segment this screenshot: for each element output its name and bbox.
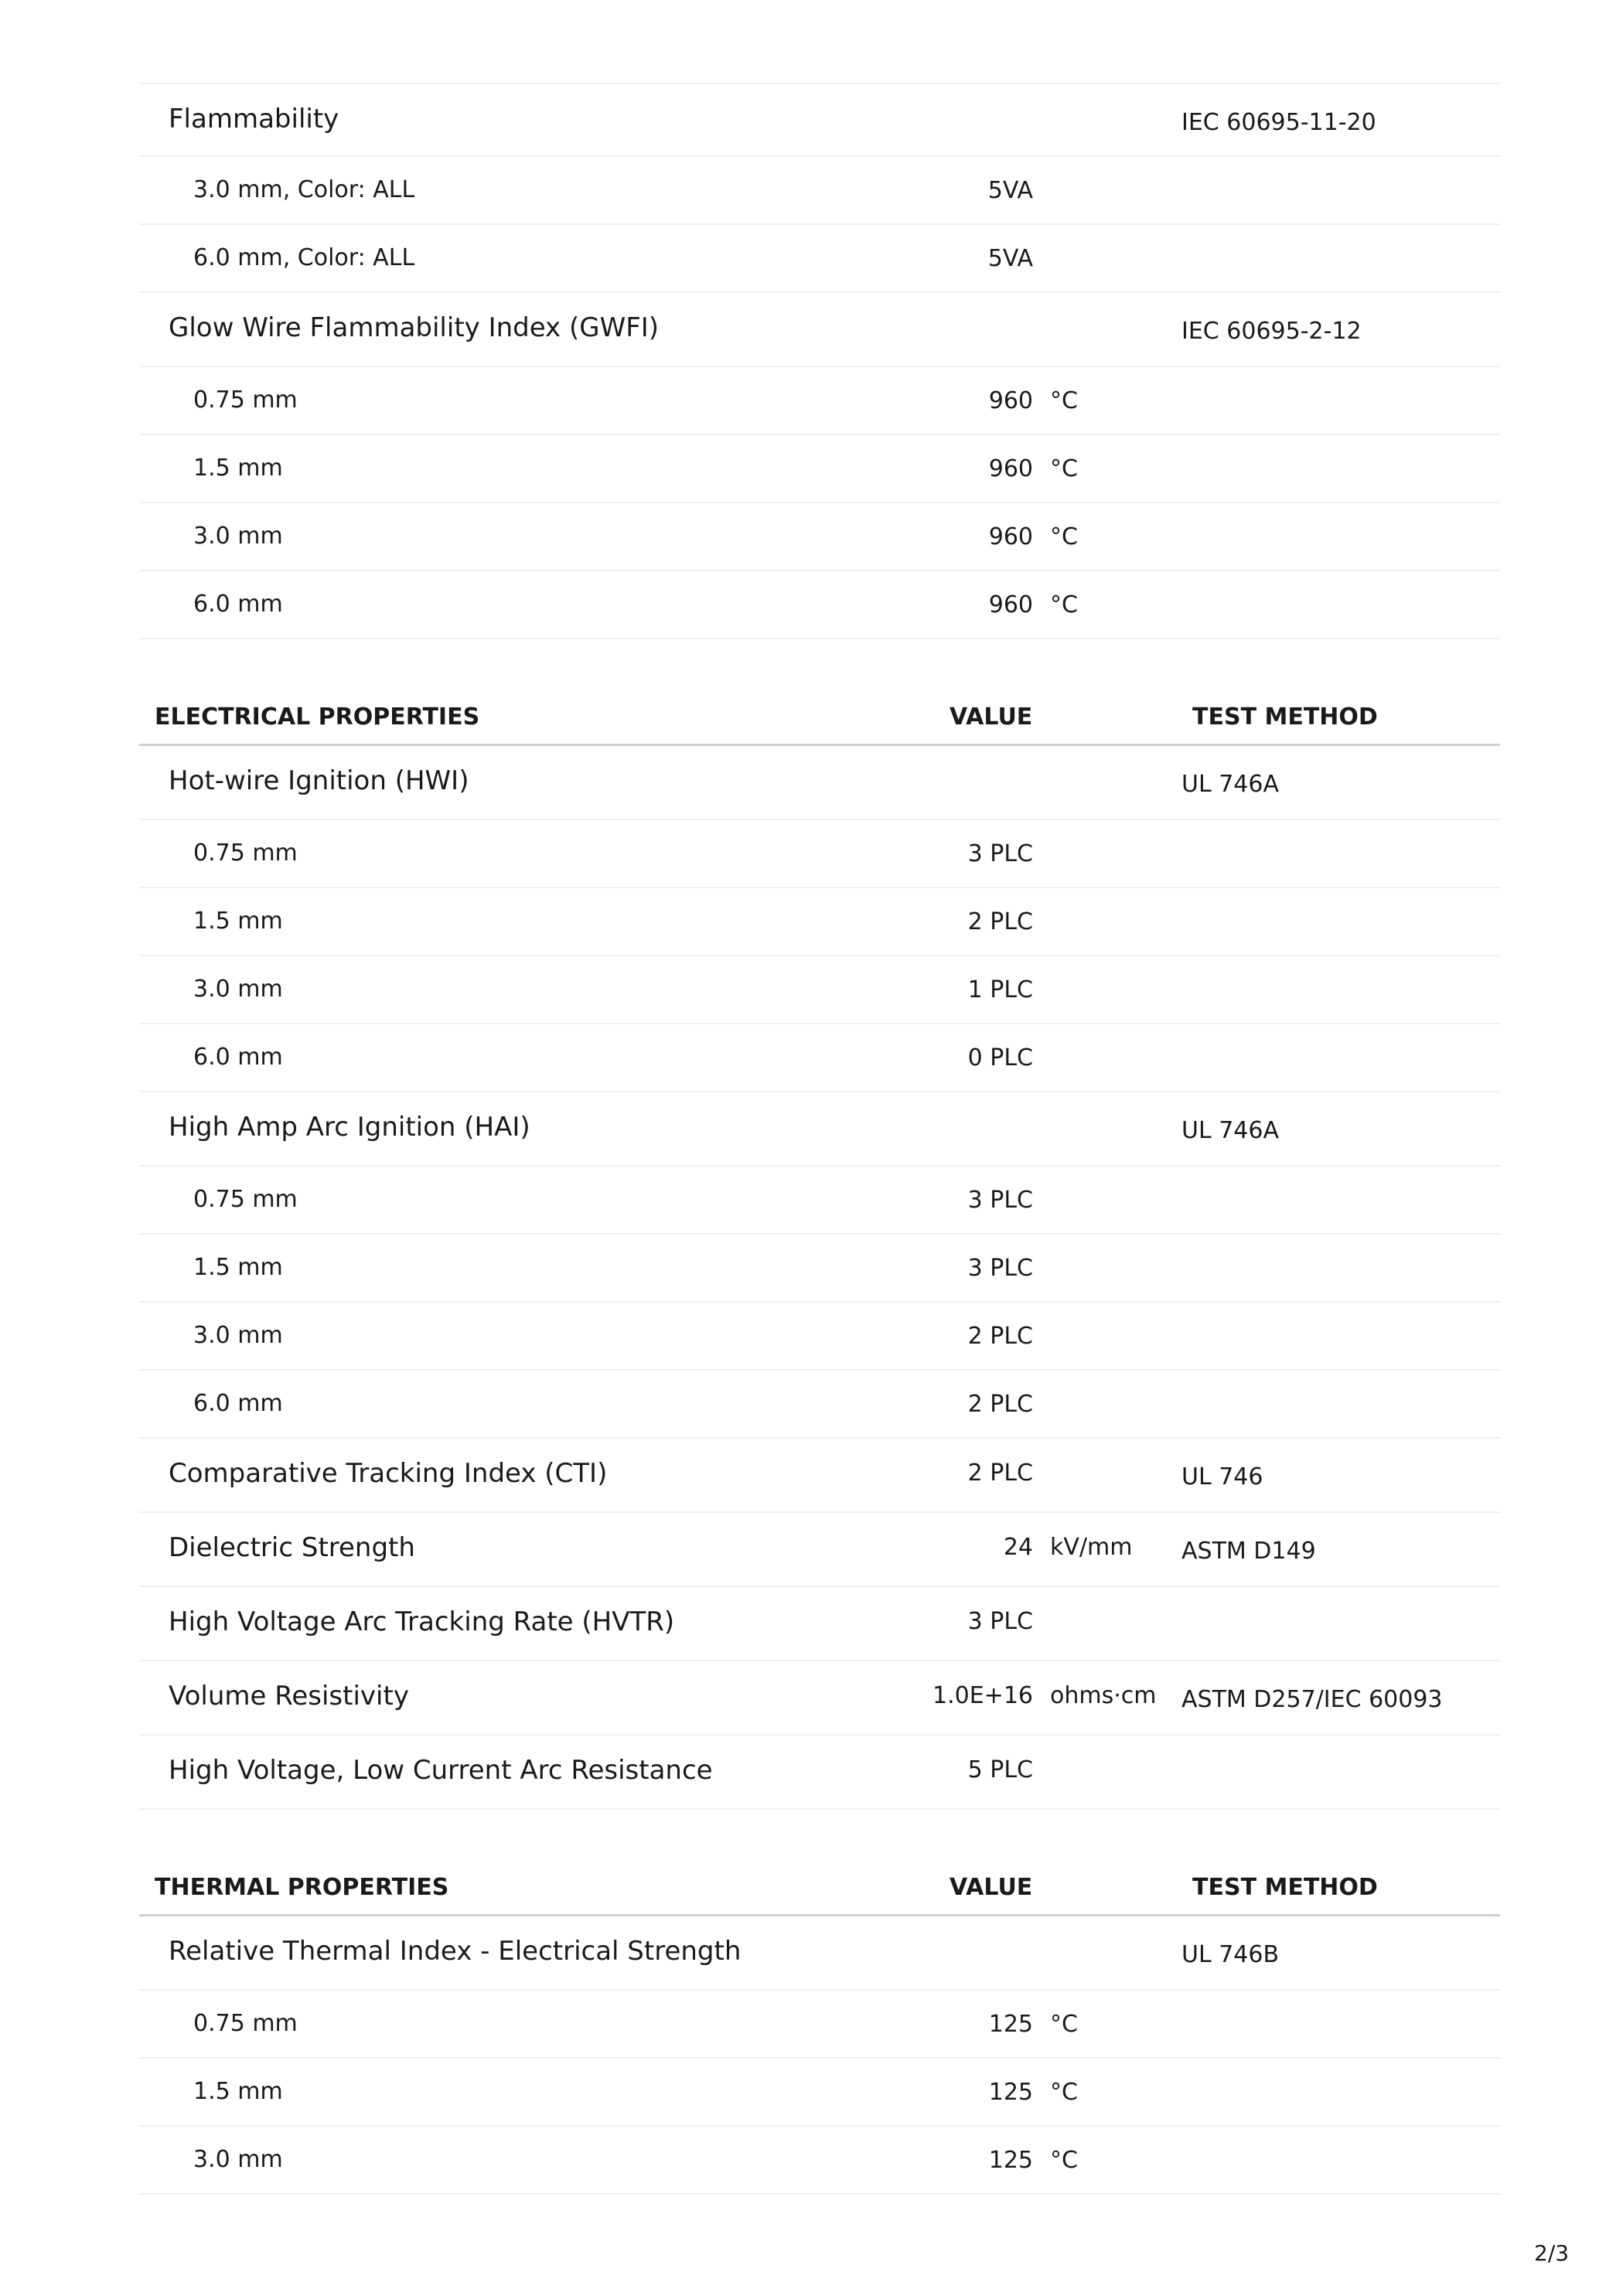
property-name: 0.75 mm [193, 2010, 298, 2037]
property-value: 2 PLC [967, 1460, 1033, 1487]
property-unit: °C [1050, 2147, 1078, 2174]
test-method: ASTM D149 [1181, 1538, 1316, 1565]
property-value: 960 [988, 387, 1033, 414]
sub-row [139, 888, 1500, 956]
sub-row [139, 571, 1500, 639]
test-method-column-header: TEST METHOD [1192, 703, 1378, 731]
property-name: Volume Resistivity [169, 1681, 409, 1712]
property-unit: °C [1050, 523, 1078, 550]
sub-row [139, 157, 1500, 225]
sub-row [139, 820, 1500, 888]
property-name: Glow Wire Flammability Index (GWFI) [169, 312, 660, 343]
property-name: 1.5 mm [193, 455, 283, 482]
property-value: 960 [988, 455, 1033, 482]
sub-row [139, 435, 1500, 503]
property-name: High Voltage, Low Current Arc Resistance [169, 1755, 713, 1786]
property-name: 6.0 mm, Color: ALL [193, 244, 415, 271]
property-unit: °C [1050, 591, 1078, 618]
test-method: UL 746B [1181, 1941, 1280, 1968]
property-row [139, 1916, 1500, 1991]
property-name: 3.0 mm [193, 976, 283, 1003]
sub-row [139, 503, 1500, 571]
property-name: High Voltage Arc Tracking Rate (HVTR) [169, 1606, 675, 1637]
thermal-properties-header [139, 1864, 1500, 1916]
property-name: 3.0 mm [193, 2146, 283, 2173]
property-value: 5VA [987, 177, 1033, 204]
property-row [139, 1587, 1500, 1661]
property-value: 5VA [987, 245, 1033, 272]
sub-row [139, 956, 1500, 1024]
property-value: 3 PLC [967, 840, 1033, 867]
property-value: 0 PLC [967, 1044, 1033, 1071]
property-value: 125 [988, 2147, 1033, 2174]
property-value: 3 PLC [967, 1187, 1033, 1214]
property-name: 6.0 mm [193, 1044, 283, 1071]
property-row [139, 1439, 1500, 1513]
property-name: Comparative Tracking Index (CTI) [169, 1458, 608, 1489]
page-number: 2/3 [1534, 2240, 1570, 2266]
property-name: 0.75 mm [193, 840, 298, 867]
sub-row [139, 2127, 1500, 2195]
property-name: 6.0 mm [193, 591, 283, 618]
property-value: 125 [988, 2011, 1033, 2038]
sub-row [139, 1371, 1500, 1439]
flammability-block [139, 83, 1500, 639]
property-unit: °C [1050, 2079, 1078, 2106]
property-name: 6.0 mm [193, 1390, 283, 1417]
property-unit: ohms·cm [1050, 1682, 1157, 1709]
property-name: 1.5 mm [193, 908, 283, 935]
sub-row [139, 225, 1500, 293]
property-row [139, 83, 1500, 157]
property-value: 2 PLC [967, 1323, 1033, 1350]
sub-row [139, 2059, 1500, 2127]
property-unit: kV/mm [1050, 1534, 1133, 1561]
sub-row [139, 1024, 1500, 1092]
property-name: 3.0 mm [193, 1322, 283, 1349]
thermal-properties-table [139, 1916, 1500, 2195]
sub-row [139, 1991, 1500, 2059]
property-value: 3 PLC [967, 1608, 1033, 1635]
sub-row [139, 1167, 1500, 1235]
property-value: 24 [1003, 1534, 1033, 1561]
property-row [139, 293, 1500, 367]
property-value: 960 [988, 591, 1033, 618]
property-row [139, 1736, 1500, 1810]
property-value: 3 PLC [967, 1255, 1033, 1282]
property-name: Relative Thermal Index - Electrical Strength [169, 1936, 742, 1967]
property-row [139, 746, 1500, 820]
test-method: IEC 60695-2-12 [1181, 318, 1362, 345]
property-row [139, 1513, 1500, 1587]
section-title: THERMAL PROPERTIES [155, 1874, 449, 1901]
sub-row [139, 1303, 1500, 1371]
value-column-header: VALUE [950, 703, 1033, 731]
property-value: 2 PLC [967, 1391, 1033, 1418]
test-method: IEC 60695-11-20 [1181, 109, 1376, 136]
property-name: 0.75 mm [193, 387, 298, 414]
property-name: 1.5 mm [193, 1254, 283, 1281]
properties-sheet [139, 83, 1500, 2195]
property-name: Flammability [169, 104, 339, 135]
test-method: ASTM D257/IEC 60093 [1181, 1686, 1443, 1713]
test-method: UL 746A [1181, 771, 1279, 798]
property-unit: °C [1050, 455, 1078, 482]
property-row [139, 1661, 1500, 1736]
property-name: Hot-wire Ignition (HWI) [169, 765, 469, 796]
value-column-header: VALUE [950, 1874, 1033, 1901]
property-value: 960 [988, 523, 1033, 550]
electrical-properties-header [139, 693, 1500, 746]
property-name: 1.5 mm [193, 2078, 283, 2105]
sub-row [139, 1235, 1500, 1303]
property-row [139, 1092, 1500, 1167]
test-method-column-header: TEST METHOD [1192, 1874, 1378, 1901]
property-value: 5 PLC [967, 1756, 1033, 1783]
test-method: UL 746 [1181, 1463, 1263, 1490]
property-value: 1.0E+16 [933, 1682, 1033, 1709]
property-unit: °C [1050, 2011, 1078, 2038]
property-value: 2 PLC [967, 908, 1033, 935]
property-unit: °C [1050, 387, 1078, 414]
property-name: High Amp Arc Ignition (HAI) [169, 1112, 530, 1143]
property-name: 3.0 mm [193, 523, 283, 550]
property-name: Dielectric Strength [169, 1532, 415, 1563]
property-value: 1 PLC [967, 976, 1033, 1003]
test-method: UL 746A [1181, 1117, 1279, 1144]
property-name: 0.75 mm [193, 1186, 298, 1213]
section-title: ELECTRICAL PROPERTIES [155, 703, 480, 731]
property-value: 125 [988, 2079, 1033, 2106]
property-name: 3.0 mm, Color: ALL [193, 176, 415, 203]
electrical-properties-table [139, 746, 1500, 1810]
sub-row [139, 367, 1500, 435]
